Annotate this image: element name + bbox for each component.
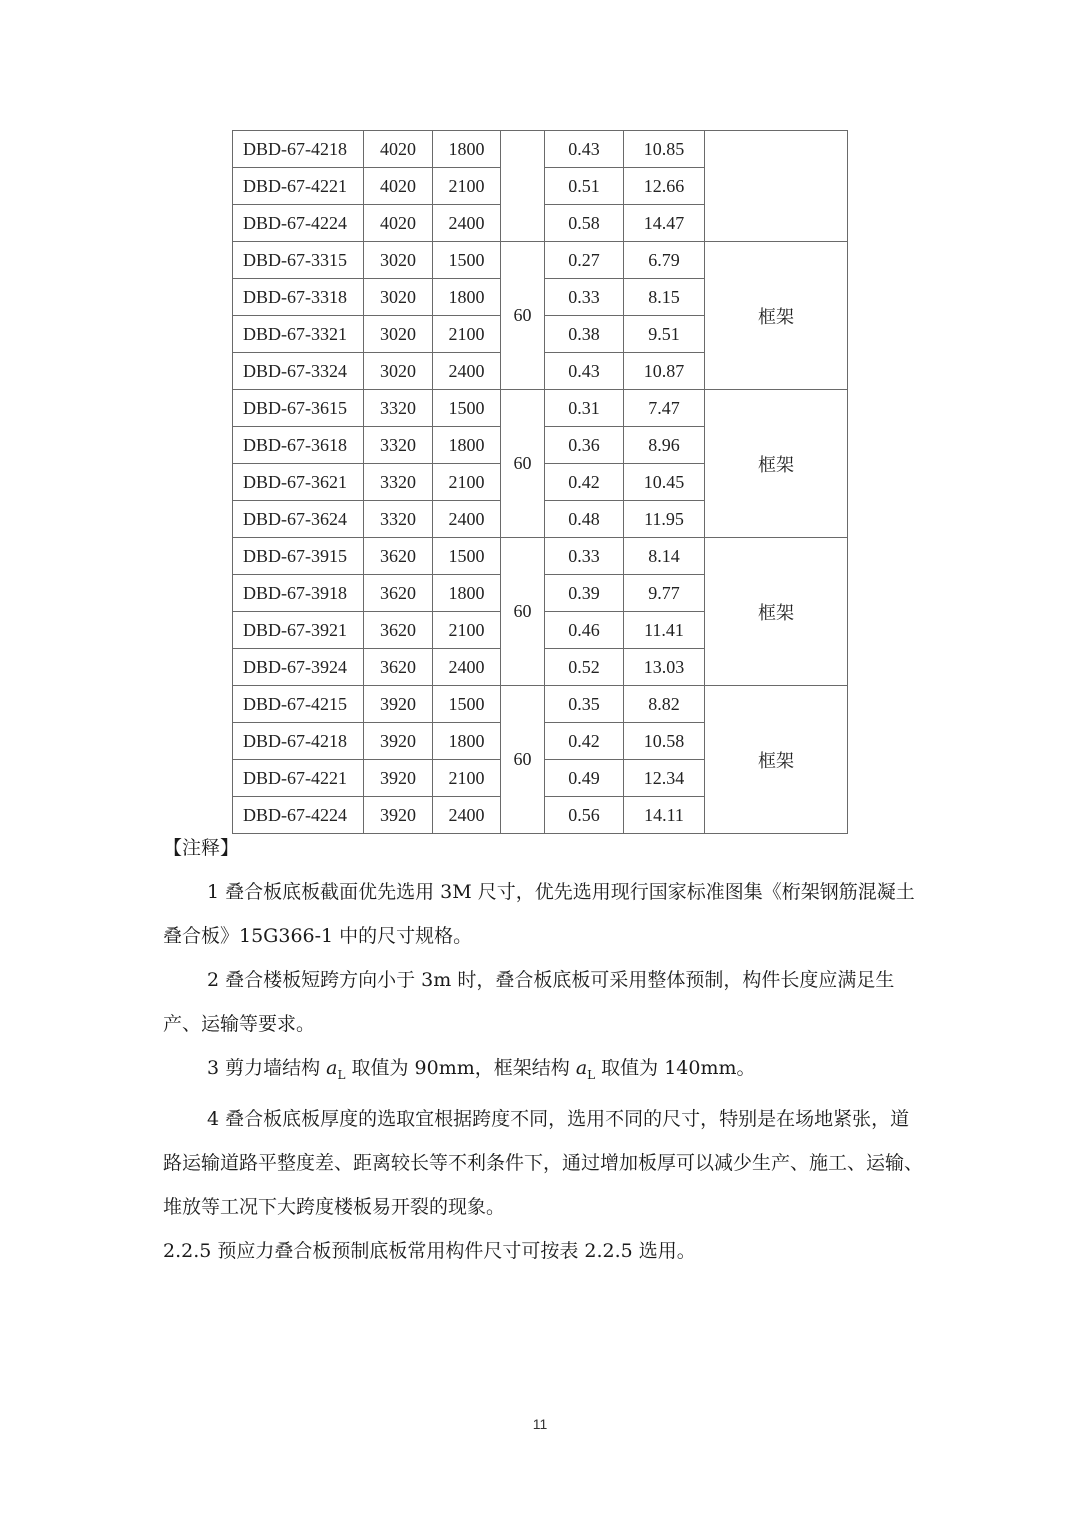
length-cell: 4020: [364, 205, 433, 242]
width-cell: 1500: [433, 686, 501, 723]
volume-cell: 0.27: [545, 242, 624, 279]
weight-cell: 8.96: [624, 427, 705, 464]
thickness-cell: 60: [501, 538, 545, 686]
weight-cell: 8.82: [624, 686, 705, 723]
width-cell: 1800: [433, 427, 501, 464]
structure-type-cell: 框架: [705, 538, 848, 686]
weight-cell: 10.85: [624, 131, 705, 168]
weight-cell: 6.79: [624, 242, 705, 279]
volume-cell: 0.33: [545, 279, 624, 316]
weight-cell: 8.15: [624, 279, 705, 316]
width-cell: 2400: [433, 649, 501, 686]
volume-cell: 0.58: [545, 205, 624, 242]
width-cell: 2400: [433, 797, 501, 834]
component-code-cell: DBD-67-3615: [233, 390, 364, 427]
volume-cell: 0.49: [545, 760, 624, 797]
length-cell: 4020: [364, 168, 433, 205]
volume-cell: 0.31: [545, 390, 624, 427]
weight-cell: 12.66: [624, 168, 705, 205]
width-cell: 1500: [433, 242, 501, 279]
component-code-cell: DBD-67-3318: [233, 279, 364, 316]
weight-cell: 13.03: [624, 649, 705, 686]
weight-cell: 14.11: [624, 797, 705, 834]
component-code-cell: DBD-67-3621: [233, 464, 364, 501]
notes-heading: 【注释】: [163, 837, 240, 859]
component-code-cell: DBD-67-4224: [233, 205, 364, 242]
component-code-cell: DBD-67-3924: [233, 649, 364, 686]
component-code-cell: DBD-67-3918: [233, 575, 364, 612]
note-item-3-middle: 取值为 90mm，框架结构: [345, 1057, 576, 1079]
length-cell: 3620: [364, 612, 433, 649]
component-size-table-wrapper: [232, 130, 848, 834]
weight-cell: 7.47: [624, 390, 705, 427]
component-size-table: [232, 130, 848, 834]
volume-cell: 0.48: [545, 501, 624, 538]
width-cell: 1500: [433, 390, 501, 427]
structure-type-cell: 框架: [705, 390, 848, 538]
width-cell: 1800: [433, 279, 501, 316]
volume-cell: 0.51: [545, 168, 624, 205]
length-cell: 3020: [364, 279, 433, 316]
width-cell: 1800: [433, 723, 501, 760]
length-cell: 3320: [364, 501, 433, 538]
structure-type-cell: 框架: [705, 686, 848, 834]
weight-cell: 10.45: [624, 464, 705, 501]
note-item-3-prefix: 3 剪力墙结构: [207, 1057, 327, 1079]
note-item-3-suffix: 取值为 140mm。: [595, 1057, 756, 1079]
width-cell: 2100: [433, 464, 501, 501]
volume-cell: 0.46: [545, 612, 624, 649]
weight-cell: 9.51: [624, 316, 705, 353]
width-cell: 2100: [433, 168, 501, 205]
length-cell: 3620: [364, 538, 433, 575]
length-cell: 3920: [364, 686, 433, 723]
component-code-cell: DBD-67-3624: [233, 501, 364, 538]
length-cell: 3020: [364, 316, 433, 353]
length-cell: 3920: [364, 760, 433, 797]
volume-cell: 0.35: [545, 686, 624, 723]
thickness-cell: 60: [501, 390, 545, 538]
weight-cell: 11.41: [624, 612, 705, 649]
notes-heading-block: [163, 826, 923, 870]
length-cell: 3320: [364, 464, 433, 501]
volume-cell: 0.36: [545, 427, 624, 464]
weight-cell: 8.14: [624, 538, 705, 575]
width-cell: 2400: [433, 501, 501, 538]
width-cell: 2400: [433, 205, 501, 242]
volume-cell: 0.56: [545, 797, 624, 834]
width-cell: 2400: [433, 353, 501, 390]
component-code-cell: DBD-67-4221: [233, 760, 364, 797]
length-cell: 3320: [364, 427, 433, 464]
length-cell: 4020: [364, 131, 433, 168]
thickness-cell: 60: [501, 242, 545, 390]
weight-cell: 14.47: [624, 205, 705, 242]
weight-cell: 9.77: [624, 575, 705, 612]
length-cell: 3620: [364, 575, 433, 612]
component-code-cell: DBD-67-3921: [233, 612, 364, 649]
note-item-4: 4 叠合板底板厚度的选取宜根据跨度不同，选用不同的尺寸，特别是在场地紧张，道路运输道路平整度差、距离较长等不利条件下，通过增加板厚可以减少生产、施工、运输、堆放等工况下大跨度楼板易开裂的现象。: [163, 1107, 924, 1218]
table-row: [233, 242, 848, 279]
width-cell: 1500: [433, 538, 501, 575]
weight-cell: 10.87: [624, 353, 705, 390]
component-code-cell: DBD-67-4221: [233, 168, 364, 205]
component-code-cell: DBD-67-4218: [233, 131, 364, 168]
length-cell: 3020: [364, 242, 433, 279]
weight-cell: 11.95: [624, 501, 705, 538]
note-item-2: 2 叠合楼板短跨方向小于 3m 时，叠合板底板可采用整体预制，构件长度应满足生产、运输等要求。: [163, 969, 895, 1035]
length-cell: 3320: [364, 390, 433, 427]
component-code-cell: DBD-67-4218: [233, 723, 364, 760]
table-body: [233, 131, 848, 834]
volume-cell: 0.33: [545, 538, 624, 575]
component-code-cell: DBD-67-3315: [233, 242, 364, 279]
structure-type-cell: [705, 131, 848, 242]
length-cell: 3620: [364, 649, 433, 686]
component-code-cell: DBD-67-3324: [233, 353, 364, 390]
volume-cell: 0.52: [545, 649, 624, 686]
length-cell: 3920: [364, 723, 433, 760]
volume-cell: 0.42: [545, 464, 624, 501]
component-code-cell: DBD-67-4224: [233, 797, 364, 834]
note-item-1: 1 叠合板底板截面优先选用 3M 尺寸，优先选用现行国家标准图集《桁架钢筋混凝土叠合板》15G366-1 中的尺寸规格。: [163, 881, 915, 947]
width-cell: 2100: [433, 316, 501, 353]
table-row: [233, 131, 848, 168]
structure-type-cell: 框架: [705, 242, 848, 390]
volume-cell: 0.43: [545, 131, 624, 168]
table-row: [233, 390, 848, 427]
al-symbol: $a_L$: [326, 1057, 346, 1082]
volume-cell: 0.42: [545, 723, 624, 760]
component-code-cell: DBD-67-4215: [233, 686, 364, 723]
volume-cell: 0.39: [545, 575, 624, 612]
table-row: [233, 538, 848, 575]
component-code-cell: DBD-67-3915: [233, 538, 364, 575]
component-code-cell: DBD-67-3321: [233, 316, 364, 353]
weight-cell: 10.58: [624, 723, 705, 760]
section-2-2-5-line: 2.2.5 预应力叠合板预制底板常用构件尺寸可按表 2.2.5 选用。: [163, 1239, 696, 1262]
length-cell: 3920: [364, 797, 433, 834]
component-code-cell: DBD-67-3618: [233, 427, 364, 464]
volume-cell: 0.38: [545, 316, 624, 353]
width-cell: 2100: [433, 760, 501, 797]
width-cell: 1800: [433, 575, 501, 612]
al-symbol: $a_L$: [575, 1057, 596, 1082]
width-cell: 2100: [433, 612, 501, 649]
table-row: [233, 686, 848, 723]
thickness-cell: [501, 131, 545, 242]
page-number: 11: [532, 1416, 548, 1432]
notes-body: [163, 870, 923, 1273]
weight-cell: 12.34: [624, 760, 705, 797]
width-cell: 1800: [433, 131, 501, 168]
length-cell: 3020: [364, 353, 433, 390]
volume-cell: 0.43: [545, 353, 624, 390]
thickness-cell: 60: [501, 686, 545, 834]
note-item-3: [163, 1046, 923, 1097]
